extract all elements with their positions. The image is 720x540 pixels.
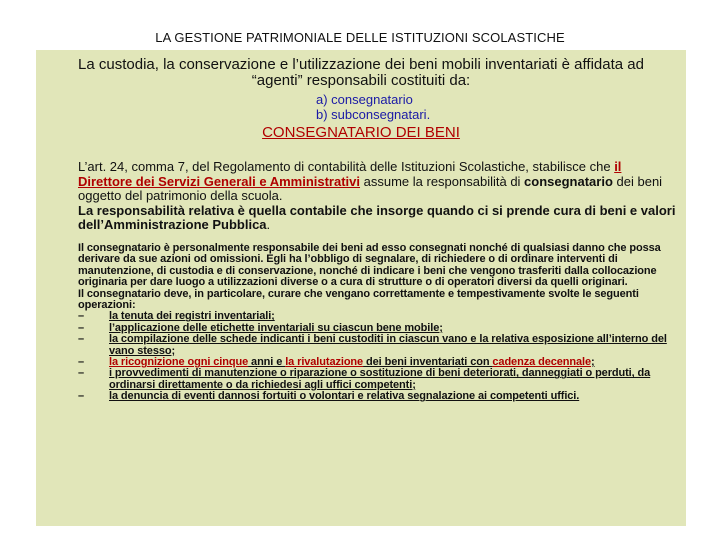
intro-line-1: La custodia, la conservazione e l’utilizzazione dei beni mobili inventariati è affidata ad: [78, 56, 644, 73]
intro-text: [36, 57, 686, 89]
agents-list: [316, 92, 430, 122]
dsga-highlight: il Direttore dei Servizi Generali e Amministrativi: [78, 159, 622, 189]
para1-period: .: [266, 217, 271, 232]
duty-fragment: anni e: [248, 356, 286, 369]
duties-section: [78, 243, 688, 403]
operations-intro: Il consegnatario deve, in particolare, curare che vengano correttamente e tempestivamente svolte le seguenti operazioni:: [78, 287, 639, 312]
list-item: [78, 368, 688, 391]
list-item: [78, 391, 688, 402]
duty-text: la denuncia di eventi dannosi fortuiti o volontari e relativa segnalazione ai competenti uffici.: [109, 390, 580, 403]
dash-bullet: –: [78, 333, 85, 346]
agent-item: a) consegnatario: [316, 92, 413, 107]
agent-item: b) subconsegnatari.: [316, 107, 431, 122]
dash-bullet: –: [78, 321, 85, 334]
page-title: LA GESTIONE PATRIMONIALE DELLE ISTITUZIONI SCOLASTICHE: [155, 30, 565, 45]
duty-fragment: dei beni inventariati con: [363, 356, 493, 369]
rivalutazione-highlight: la rivalutazione: [285, 356, 364, 369]
duty-text: la tenuta dei registri inventariali;: [109, 310, 275, 323]
duty-text: l’applicazione delle etichette inventariali su ciascun bene mobile;: [109, 321, 443, 334]
dash-bullet: –: [78, 367, 85, 380]
duty-text: i provvedimenti di manutenzione o riparazione o sostituzione di beni deteriorati, danneggiati o perduti, da ordinarsi direttamente o da richiedesi agli uffici competenti;: [109, 367, 651, 391]
consegnatario-bold: consegnatario: [524, 173, 613, 189]
section-heading: CONSEGNATARIO DEI BENI: [262, 124, 460, 141]
cadenza-highlight: cadenza decennale: [492, 356, 591, 369]
para1-text: dei beni oggetto del patrimonio della scuola.: [78, 173, 663, 203]
dash-bullet: –: [78, 390, 85, 403]
responsibility-paragraph: Il consegnatario è personalmente responsabile dei beni ad esso consegnati nonché di qualsiasi danno che possa derivare da sue azioni od omissioni. Egli ha l’obbligo di segnalare, di richiedere o di ordinare interventi di manutenzione, di custodia e di conservazione, nonché di indicare i beni che vengono trasferiti dalla collocazione originaria per dare luogo a utilizzazioni diverse o a cura di strutture o di operatori diversi da quelli originari.: [78, 242, 661, 289]
intro-line-2: “agenti” responsabili costituiti da:: [251, 72, 471, 89]
duty-fragment: ;: [590, 356, 595, 369]
duties-list: [78, 311, 688, 402]
duty-text: la compilazione delle schede indicanti i beni custoditi in ciascun vano e la relativa esposizione all’interno del vano stesso;: [109, 333, 667, 357]
dash-bullet: –: [78, 356, 85, 369]
para1-text: assume la responsabilità di: [360, 173, 525, 189]
regulation-paragraph: [78, 160, 678, 233]
content-panel: [36, 50, 686, 526]
responsibility-sentence: La responsabilità relativa è quella contabile che insorge quando ci si prende cura di beni e valori dell’Amministrazione Pubblica: [78, 202, 676, 232]
para1-text: L’art. 24, comma 7, del Regolamento di contabilità delle Istituzioni Scolastiche, stabilisce che: [78, 159, 615, 174]
dash-bullet: –: [78, 310, 85, 323]
ricognizione-highlight: la ricognizione ogni cinque: [109, 356, 249, 369]
list-item: [78, 334, 688, 357]
